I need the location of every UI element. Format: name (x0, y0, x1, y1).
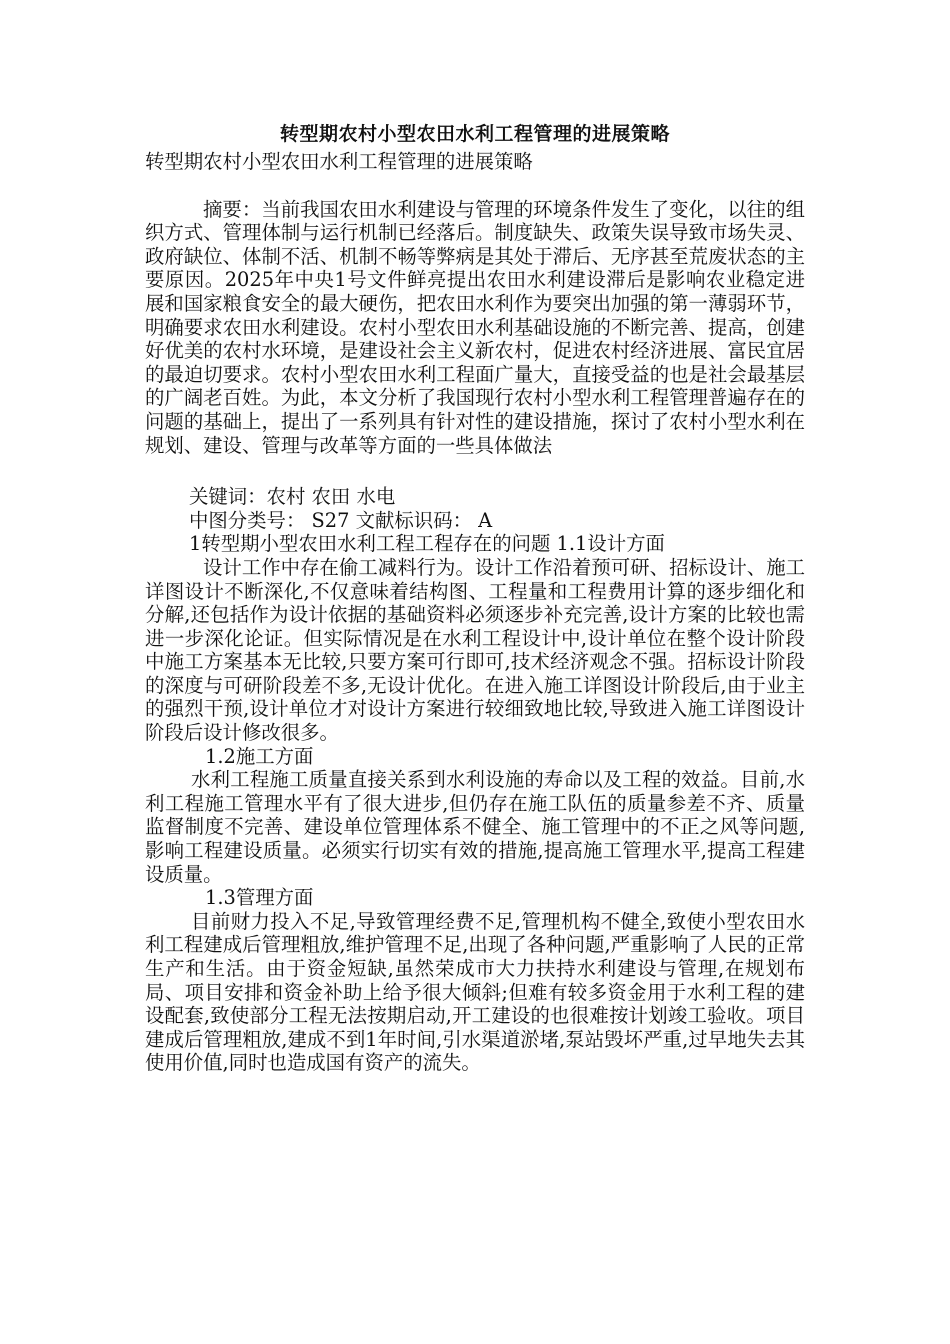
section-heading-1: 1转型期小型农田水利工程工程存在的问题 1.1设计方面 (189, 532, 665, 556)
section-heading-1-3: 1.3管理方面 (205, 886, 314, 910)
classification-line: 中图分类号： S27 文献标识码： A (189, 508, 493, 532)
document-page (145, 120, 805, 1075)
section-1-2-body: 水利工程施工质量直接关系到水利设施的寿命以及工程的效益。目前,水利工程施工管理水平有了很大进步,但仍存在施工队伍的质量参差不齐、质量监督制度不完善、建设单位管理体系不健全、施工管理中的不正之风等问题,影响工程建设质量。必须实行切实有效的措施,提高施工管理水平,提高工程建设质量。 (145, 768, 805, 886)
section-1-3-body: 目前财力投入不足,导致管理经费不足,管理机构不健全,致使小型农田水利工程建成后管理粗放,维护管理不足,出现了各种问题,严重影响了人民的正常生产和生活。由于资金短缺,虽然荣成市大力扶持水利建设与管理,在规划布局、项目安排和资金补助上给予很大倾斜;但难有较多资金用于水利工程的建设配套,致使部分工程无法按期启动,开工建设的也很难按计划竣工验收。项目建成后管理粗放,建成不到1年时间,引水渠道淤堵,泵站毁坏严重,过早地失去其使用价值,同时也造成国有资产的流失。 (145, 909, 805, 1075)
keywords-line: 关键词：农村 农田 水电 (189, 485, 396, 509)
abstract-paragraph: 摘要：当前我国农田水利建设与管理的环境条件发生了变化，以往的组织方式、管理体制与运行机制已经落后。制度缺失、政策失误导致市场失灵、政府缺位、体制不活、机制不畅等弊病是其处于滞后、无序甚至荒废状态的主要原因。2025年中央1号文件鲜亮提出农田水利建设滞后是影响农业稳定进展和国家粮食安全的最大硬伤，把农田水利作为要突出加强的第一薄弱环节，明确要求农田水利建设。农村小型农田水利基础设施的不断完善、提高，创建好优美的农村水环境，是建设社会主义新农村，促进农村经济进展、富民宜居的最迫切要求。农村小型农田水利工程面广量大，直接受益的也是社会最基层的广阔老百姓。为此，本文分析了我国现行农村小型水利工程管理普遍存在的问题的基础上，提出了一系列具有针对性的建设措施，探讨了农村小型水利在规划、建设、管理与改革等方面的一些具体做法 (145, 197, 805, 457)
document-subtitle: 转型期农村小型农田水利工程管理的进展策略 (145, 150, 533, 173)
section-heading-1-2: 1.2施工方面 (205, 744, 314, 768)
section-1-1-body: 设计工作中存在偷工减料行为。设计工作沿着预可研、招标设计、施工详图设计不断深化,不仅意味着结构图、工程量和工程费用计算的逐步细化和分解,还包括作为设计依据的基础资料必须逐步补充完善,设计方案的比较也需进一步深化论证。但实际情况是在水利工程设计中,设计单位在整个设计阶段中施工方案基本无比较,只要方案可行即可,技术经济观念不强。招标设计阶段的深度与可研阶段差不多,无设计优化。在进入施工详图设计阶段后,由于业主的强烈干预,设计单位才对设计方案进行较细致地比较,导致进入施工详图设计阶段后设计修改很多。 (145, 555, 805, 745)
document-title: 转型期农村小型农田水利工程管理的进展策略 (279, 123, 670, 145)
